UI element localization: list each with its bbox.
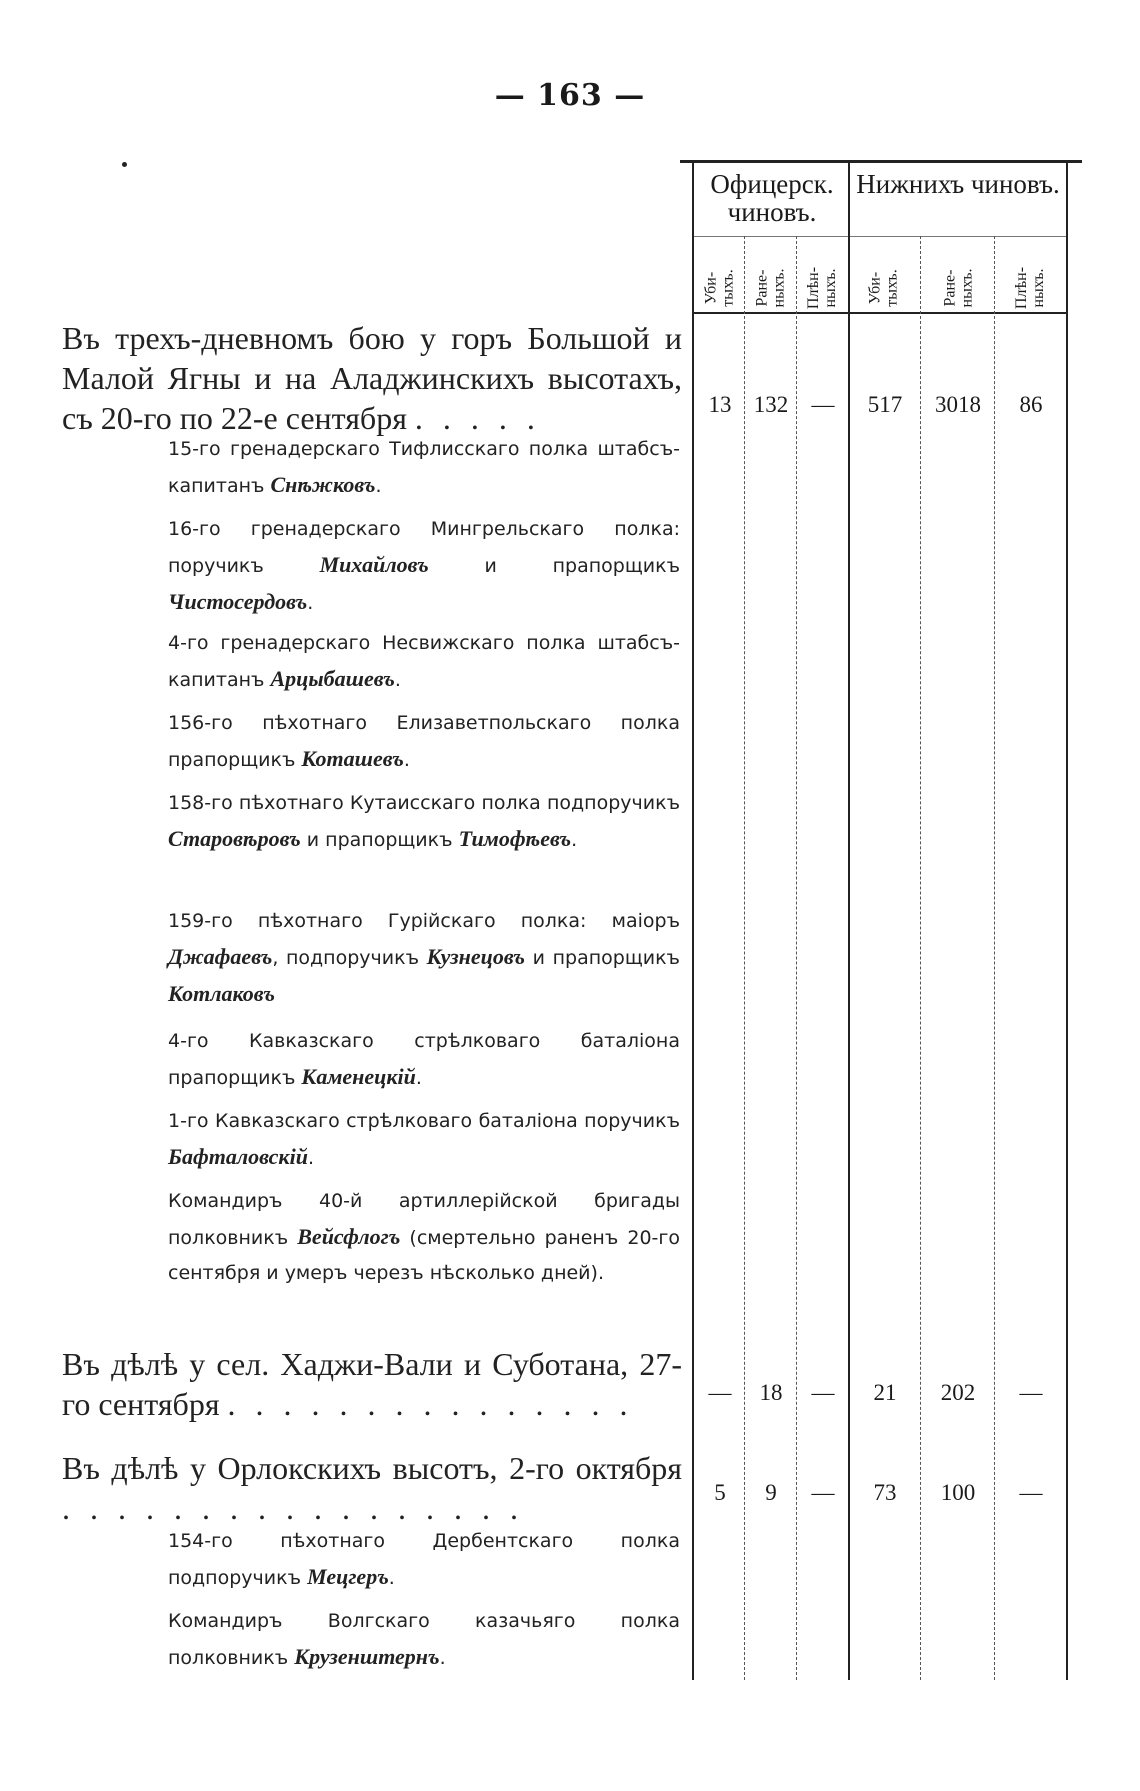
person-name: Коташевъ (301, 746, 404, 771)
person-name: Тимофѣевъ (458, 826, 572, 851)
note-derbent: 154-го пѣхотнаго Дербентскаго полка подпоручикъ Мецгеръ. (168, 1530, 680, 1589)
person-name: Чистосердовъ (168, 589, 308, 614)
person-name: Арцыбашевъ (270, 666, 395, 691)
officers-lower-divider (848, 160, 850, 1680)
entry-3-lower-captured: — (1019, 1480, 1043, 1505)
person-name: Каменецкій (301, 1064, 416, 1089)
subheader-lower-captured: Плѣн- ныхъ. (1013, 266, 1047, 310)
entry-battle-hadji-vali (62, 1344, 682, 1424)
note-elizavetpol: 156-го пѣхотнаго Елизаветпольскаго полка прапорщикъ Коташевъ. (168, 712, 680, 771)
entry-3-officers-killed: 5 (714, 1480, 726, 1505)
entry-1-lower-captured: 86 (1019, 392, 1043, 417)
person-name: Мецгеръ (307, 1564, 389, 1589)
person-name: Михайловъ (319, 552, 429, 577)
note-mingrel: 16-го гренадерскаго Мингрельскаго полка: поручикъ Михайловъ и прапорщикъ Чистосердовъ. (168, 518, 680, 614)
person-name: Кузнецовъ (426, 944, 526, 969)
note-artillery: Командиръ 40-й артиллерійской бригады полковникъ Вейсфлогъ (смертельно раненъ 20-го сентября и умеръ черезъ нѣсколько дней). (168, 1190, 680, 1284)
note-caucasian-4: 4-го Кавказскаго стрѣлковаго баталіона прапорщикъ Каменецкій. (168, 1030, 680, 1089)
table-right-border (1066, 160, 1068, 1680)
entry-leader: . . . . . (414, 400, 541, 436)
header-lower-ranks: Нижнихъ чиновъ. (856, 169, 1060, 199)
col-divider-5 (994, 236, 995, 1680)
entry-text: Въ дѣлѣ у сел. Хаджи-Вали и Суботана, 27-го сентября (62, 1346, 682, 1422)
entry-3-lower-wounded: 100 (940, 1480, 976, 1505)
person-name: Джафаевъ (168, 944, 273, 969)
person-name: Вейсфлогъ (297, 1224, 401, 1249)
note-kutais: 158-го пѣхотнаго Кутаисскаго полка подпоручикъ Старовѣровъ и прапорщикъ Тимофѣевъ. (168, 792, 680, 851)
subheader-officers-killed: Уби- тыхъ. (703, 269, 737, 307)
entry-1-officers-wounded: 132 (753, 392, 789, 417)
entry-battle-orlok (62, 1448, 682, 1528)
entry-battle-yagny (62, 318, 682, 438)
entry-3-officers-captured: — (811, 1480, 835, 1505)
person-name: Крузенштернъ (294, 1644, 440, 1669)
person-name: Старовѣровъ (168, 826, 301, 851)
entry-leader: . . . . . . . . . . . . . . . (227, 1386, 634, 1422)
stray-mark (122, 162, 127, 167)
entry-1-lower-killed: 517 (867, 392, 903, 417)
note-tiflis: 15-го гренадерскаго Тифлисскаго полка штабсъ-капитанъ Снѣжковъ. (168, 438, 680, 497)
header-officers: Офицерск. чиновъ. (710, 169, 834, 227)
entry-1-officers-captured: — (811, 392, 835, 417)
entry-2-officers-wounded: 18 (759, 1380, 783, 1405)
subheader-lower-wounded: Ране- ныхъ. (940, 268, 975, 308)
entry-2-lower-captured: — (1019, 1380, 1043, 1405)
entry-2-officers-killed: — (708, 1380, 732, 1405)
subheader-officers-captured: Плѣн- ныхъ. (805, 266, 839, 310)
entry-leader: . . . . . . . . . . . . . . . . . (62, 1490, 524, 1526)
entry-2-lower-wounded: 202 (940, 1380, 976, 1405)
entry-3-officers-wounded: 9 (765, 1480, 777, 1505)
person-name: Снѣжковъ (270, 472, 376, 497)
entry-2-lower-killed: 21 (873, 1380, 897, 1405)
note-caucasian-1: 1-го Кавказскаго стрѣлковаго баталіона поручикъ Бафталовскій. (168, 1110, 680, 1169)
table-left-border (692, 160, 694, 1680)
page-number: — 163 — (494, 78, 646, 113)
table-subheader-rule (693, 236, 1067, 237)
entry-1-lower-wounded: 3018 (935, 392, 981, 417)
person-name: Котлаковъ (168, 981, 275, 1006)
note-volga-cossack: Командиръ Волгскаго казачьяго полка полковникъ Крузенштернъ. (168, 1610, 680, 1669)
subheader-officers-wounded: Ране- ныхъ. (752, 268, 787, 308)
entry-text: Въ трехъ-дневномъ бою у горъ Большой и Малой Ягны и на Аладжинскихъ высотахъ, съ 20-го по 22-е сентября (62, 320, 682, 436)
col-divider-1 (744, 236, 745, 1680)
subheader-lower-killed: Уби- тыхъ. (867, 269, 901, 307)
note-nesvizh: 4-го гренадерскаго Несвижскаго полка штабсъ-капитанъ Арцыбашевъ. (168, 632, 680, 691)
entry-1-officers-killed: 13 (708, 392, 732, 417)
entry-3-lower-killed: 73 (873, 1480, 897, 1505)
entry-2-officers-captured: — (811, 1380, 835, 1405)
col-divider-4 (920, 236, 921, 1680)
col-divider-2 (796, 236, 797, 1680)
person-name: Бафталовскій (168, 1144, 308, 1169)
table-top-rule (680, 160, 1082, 163)
note-guria: 159-го пѣхотнаго Гурійскаго полка: маіоръ Джафаевъ, подпоручикъ Кузнецовъ и прапорщикъ Котлаковъ (168, 910, 680, 1006)
entry-text: Въ дѣлѣ у Орлокскихъ высотъ, 2-го октября (62, 1450, 682, 1486)
